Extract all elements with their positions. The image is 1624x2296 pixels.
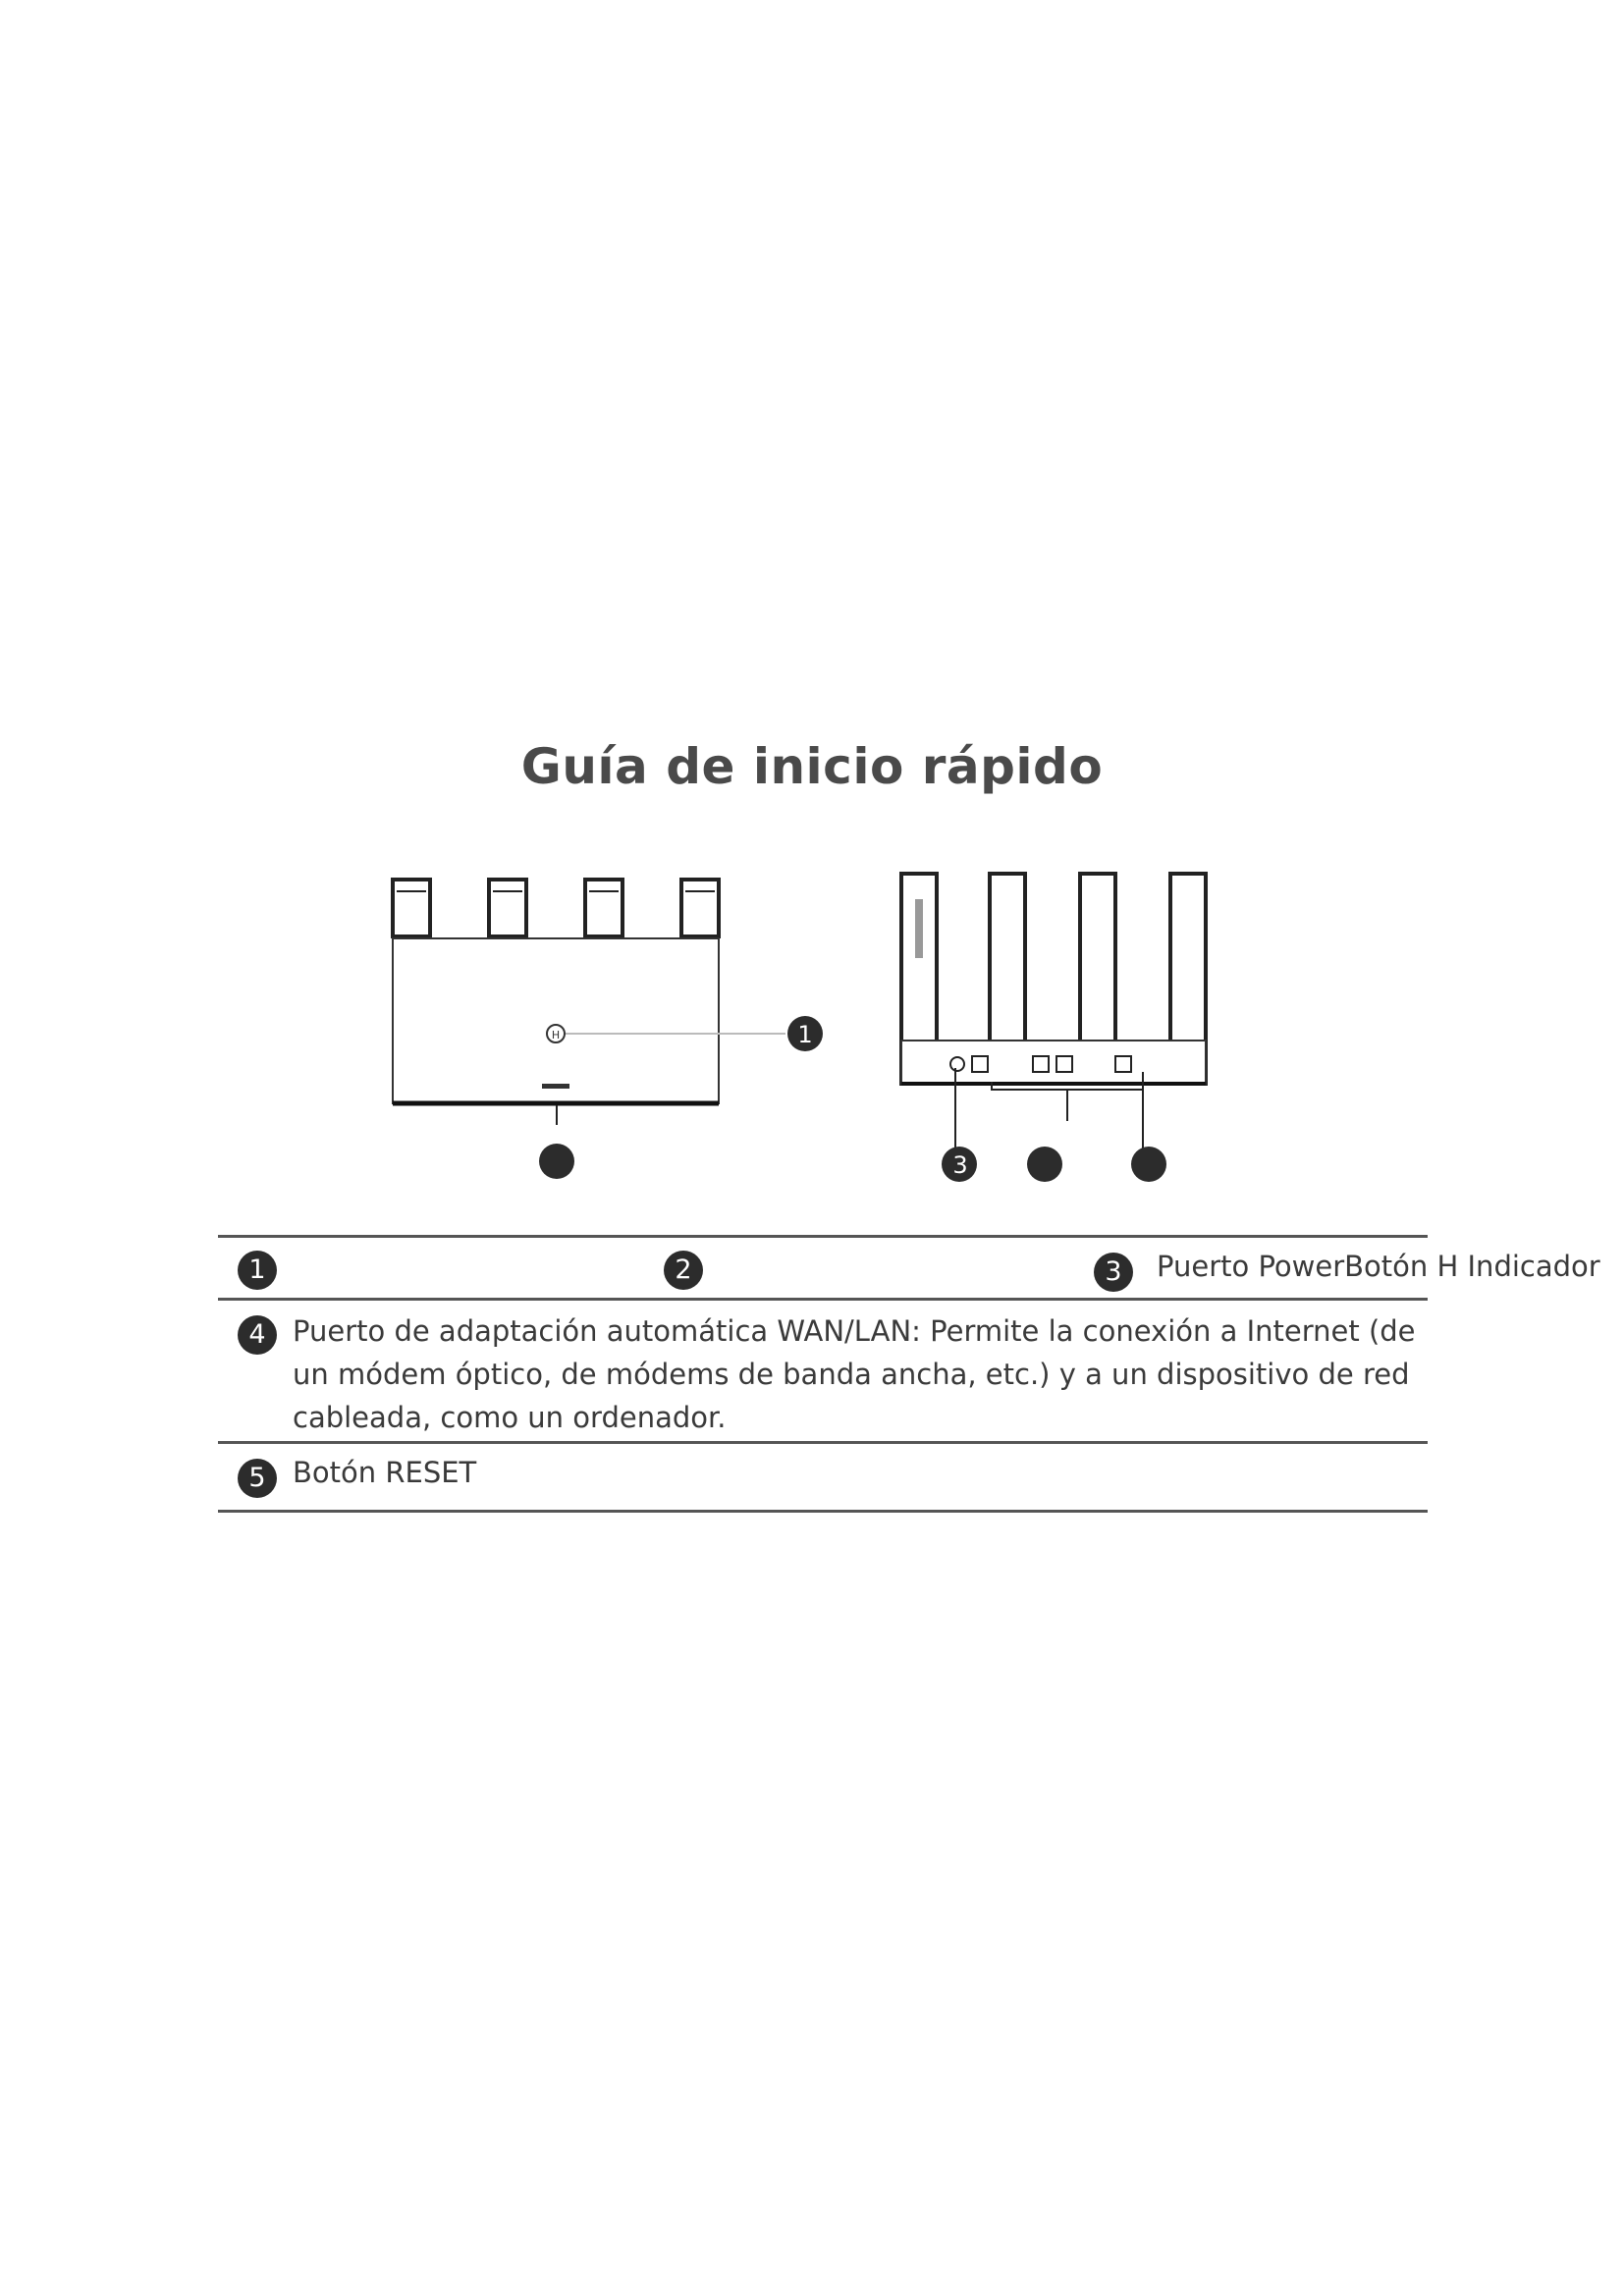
legend-badge-2: 2 xyxy=(664,1251,703,1290)
antenna-marking xyxy=(915,899,923,958)
front-antennas xyxy=(393,880,719,936)
legend-rule-3 xyxy=(218,1441,1428,1444)
callout-3-label: 3 xyxy=(952,1151,968,1179)
legend-item-5-text: Botón RESET xyxy=(293,1456,477,1489)
callout-1-label: 1 xyxy=(797,1021,813,1048)
router-front-body xyxy=(393,938,719,1103)
brand-logo xyxy=(542,1084,569,1089)
router-back-body xyxy=(901,1041,1206,1084)
legend-top-rule xyxy=(218,1235,1428,1238)
legend-badge-5: 5 xyxy=(238,1459,277,1498)
legend-badge-3: 3 xyxy=(1094,1253,1133,1292)
callout-4-marker xyxy=(1027,1147,1062,1182)
legend-item-4-line-3: cableada, como un ordenador. xyxy=(293,1401,727,1434)
legend-item-4-line-1: Puerto de adaptación automática WAN/LAN: Permite la conexión a Internet (de xyxy=(293,1314,1416,1348)
callout-5-marker xyxy=(1131,1147,1166,1182)
page-title: Guía de inicio rápido xyxy=(520,738,1104,795)
svg-text:H: H xyxy=(551,1029,561,1041)
legend-bottom-rule xyxy=(218,1510,1428,1513)
router-front-figure xyxy=(373,864,844,1188)
legend-item-3-text: Puerto PowerBotón H Indicador xyxy=(1157,1250,1600,1283)
router-back-figure xyxy=(884,860,1237,1194)
legend-badge-4: 4 xyxy=(238,1315,277,1355)
legend-badge-1: 1 xyxy=(238,1251,277,1290)
callout-2-marker xyxy=(539,1144,574,1179)
h-button-icon xyxy=(547,1025,565,1042)
legend-item-4-line-2: un módem óptico, de módems de banda ancha, etc.) y a un dispositivo de red xyxy=(293,1358,1410,1391)
legend-rule-2 xyxy=(218,1298,1428,1301)
